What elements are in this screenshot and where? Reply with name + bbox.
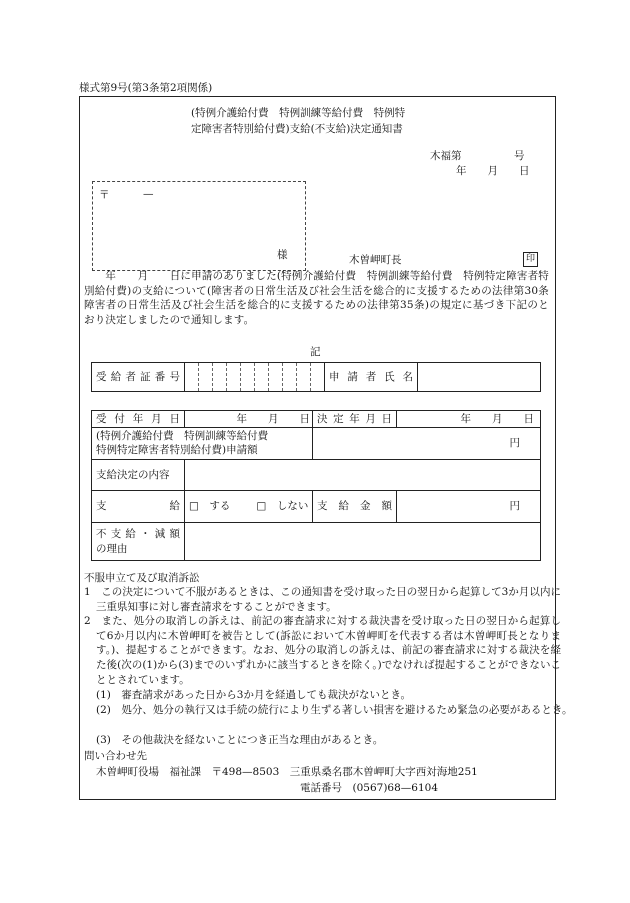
document-number: 木福第 号 [430,150,525,162]
decision-content-label: 支給決定の内容 [92,460,185,491]
recipient-no-digit[interactable] [255,363,269,392]
payment-no-checkbox[interactable]: □ しない [256,500,309,513]
recipient-no-digit[interactable] [241,363,255,392]
reason-field[interactable] [185,523,541,561]
contact-heading: 問い合わせ先 [84,750,147,762]
recipient-no-digit[interactable] [297,363,311,392]
recipient-no-label: 受給者証番号 [96,370,180,383]
decision-date-label: 決定年月日 [317,412,392,425]
recipient-no-digit[interactable] [213,363,227,392]
objection-sub-3: (3) その他裁決を経ないことにつき正当な理由があるとき。 [96,734,384,746]
decision-table [91,410,541,561]
reason-label-1: 不支給・減額 [96,528,180,541]
payment-amount-label: 支給金額 [317,500,392,513]
decision-date-field[interactable]: 年 月 日 [397,411,541,428]
decision-content-field[interactable] [185,460,541,491]
requested-amount-field[interactable] [313,428,541,460]
address-box [92,181,306,271]
title-line-1: (特例介護給付費 特例訓練等給付費 特例特 [191,107,406,119]
yen-unit: 円 [509,500,520,513]
title-line-2: 定障害者特別給付費)支給(不支給)決定通知書 [191,123,403,135]
objection-item-2: 2 また、処分の取消しの訴えは、前記の審査請求に対する裁決書を受け取った日の翌日から起算して6か月以内に木曽岬町を被告として(訴訟において木曽岬町を代表する者は木曽岬町長となります。)、提起することができます。なお、処分の取消しの訴えは、前記の審査請求に対する裁決を経た後(次の(1)から(3)までのいずれかに該当するときを除く。)でなければ提起することができないこととされています。 [84,615,561,686]
recipient-no-digit[interactable] [283,363,297,392]
recipient-no-digit[interactable] [227,363,241,392]
applicant-name-field[interactable] [418,363,541,392]
recipient-no-digit[interactable] [185,363,199,392]
recipient-no-digit[interactable] [269,363,283,392]
objection-item-1: 1 この決定について不服があるときは、この通知書を受け取った日の翌日から起算して3か月以内に三重県知事に対し審査請求をすることができます。 [84,586,561,613]
contact-phone: 電話番号 (0567)68—6104 [300,782,438,794]
payment-yes-checkbox[interactable]: □ する [189,500,231,513]
recipient-no-digit[interactable] [311,363,325,392]
ki-heading: 記 [310,346,321,358]
intro-paragraph: 年 月 日に申請のありました(特例介護給付費 特例訓練等給付費 特例特定障害者特別給付費)の支給について(障害者の日常生活及び社会生活を総合的に支援するための法律第30条 障害者の日常生活及び社会生活を総合的に支援するための法律第35条)の規定に基づき下記のとおり決定しましたので通知します。 [84,270,560,327]
reason-label-2: の理由 [96,542,128,555]
issuer-name: 木曽岬町長 [349,254,402,266]
honorific-sama: 様 [277,249,288,261]
applicant-name-label: 申請者氏名 [329,370,413,383]
postal-mark: 〒 [99,189,110,201]
form-number: 様式第9号(第3条第2項関係) [79,82,213,94]
postal-dash: — [143,188,154,200]
yen-unit: 円 [509,437,520,450]
receipt-date-field[interactable]: 年 月 日 [185,411,313,428]
recipient-table [91,362,541,392]
objection-sub-1: (1) 審査請求があった日から3か月を経過しても裁決がないとき。 [96,689,412,701]
contact-address: 木曽岬町役場 福祉課 〒498—8503 三重県桑名郡木曽岬町大字西対海地251 [96,766,478,778]
receipt-date-label: 受付年月日 [96,412,180,425]
objection-sub-2: (2) 処分、処分の執行又は手続の続行により生ずる著しい損害を避けるため緊急の必要があるとき。 [96,704,573,716]
requested-amount-label-2: 特例特定障害者特別給付費)申請額 [96,443,258,456]
objection-heading: 不服申立て及び取消訴訟 [84,572,200,584]
payment-label: 支 給 [96,500,180,513]
recipient-no-digit[interactable] [199,363,213,392]
requested-amount-label-1: (特例介護給付費 特例訓練等給付費 [96,429,269,442]
document-date: 年 月 日 [456,165,530,177]
seal-mark: 印 [523,252,538,267]
payment-amount-field[interactable] [397,491,541,523]
